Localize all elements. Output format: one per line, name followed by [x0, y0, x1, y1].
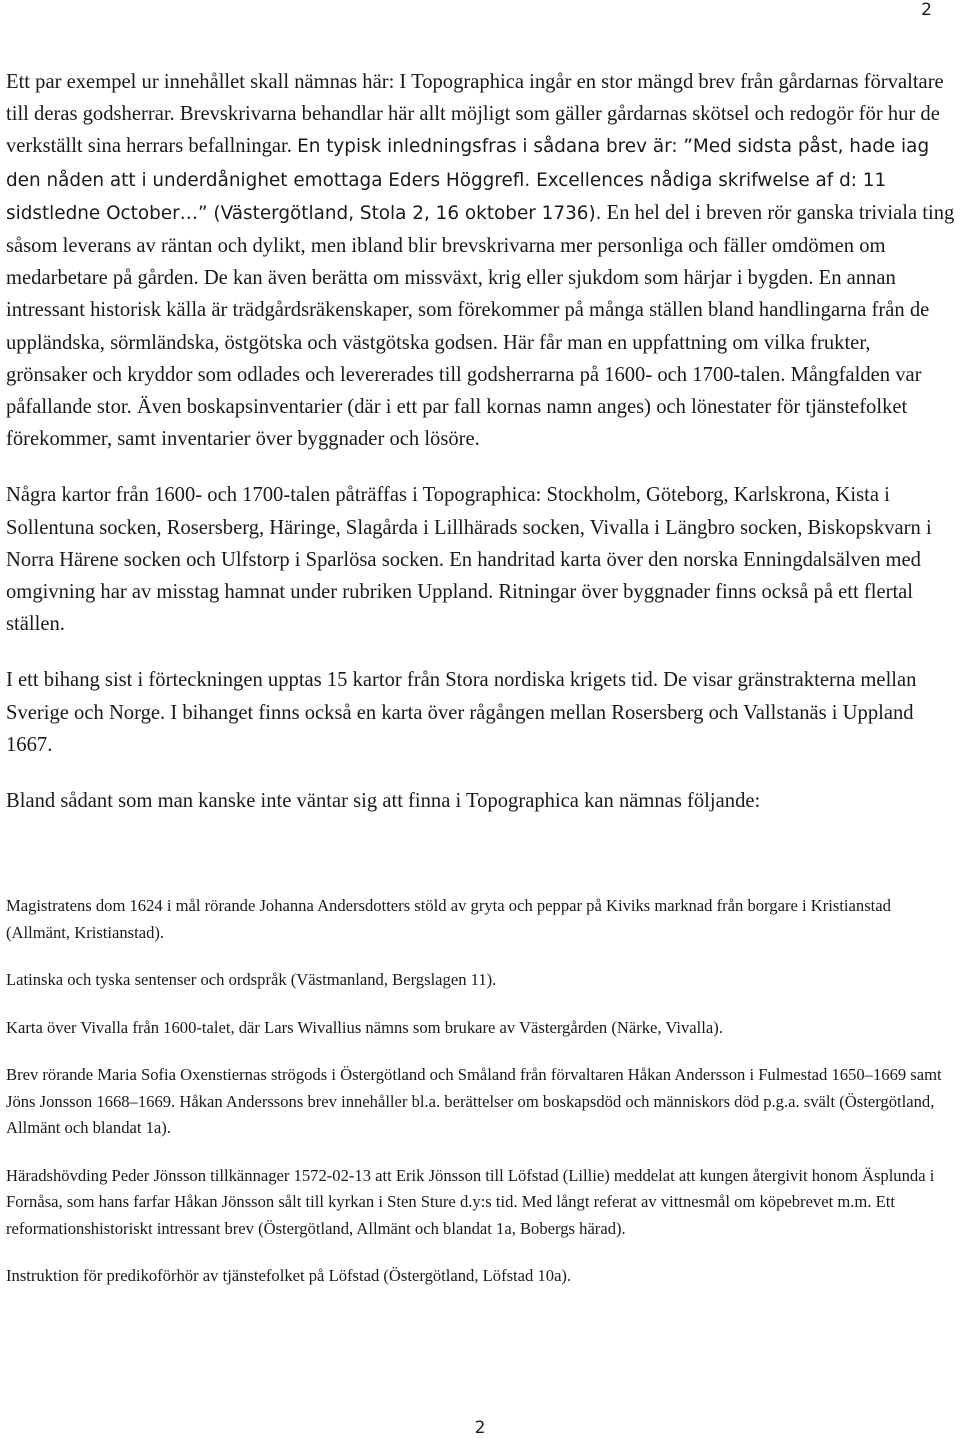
- paragraph-4: Bland sådant som man kanske inte väntar sig att finna i Topographica kan nämnas följande:: [6, 790, 761, 813]
- letter-quote: En typisk inledningsfras i sådana brev är: ”Med sidsta påst, hade iag den nåden att i underdånighet emottaga Eders Höggrefl. Excellences nådiga skrifwelse af d: 11 sidstledne October…” (Västergötland, Stola 2, 16 oktober 1736).: [6, 136, 930, 224]
- example-item: Magistratens dom 1624 i mål rörande Johanna Andersdotters stöld av gryta och peppar på Kiviks marknad från borgare i Kristianstad (Allmänt, Kristianstad).: [6, 896, 891, 942]
- paragraph-1: [6, 66, 956, 455]
- example-item: Karta över Vivalla från 1600-talet, där Lars Wivallius nämns som brukare av Västergården (Närke, Vivalla).: [6, 1017, 723, 1037]
- example-item: Instruktion för predikoförhör av tjänstefolket på Löfstad (Östergötland, Löfstad 10a).: [6, 1266, 572, 1286]
- example-item: Häradshövding Peder Jönsson tillkännager 1572-02-13 att Erik Jönsson till Löfstad (Lillie) meddelat att kungen återgivit honom Äsplunda i Fornåsa, som hans farfar Håkan Jönsson sålt till kyrkan i Sten Sture d.y:s tid. Med långt referat av vittnesmål om köpebrevet m.m. Ett reformationshistoriskt intressant brev (Östergötland, Allmänt och blandat 1a, Bobergs härad).: [6, 1165, 935, 1238]
- page-number-top: 2: [921, 0, 932, 20]
- paragraph-1-rest: En hel del i breven rör ganska triviala ting såsom leverans av räntan och dylikt, men ibland blir brevskrivarna mer personliga och fäller omdömen om medarbetare på gården. De kan även berätta om missväxt, krig eller sjukdom som härjar i bygden. En annan intressant historisk källa är trädgårdsräkenskaper, som förekommer på många ställen bland handlingarna från de uppländska, sörmländska, östgötska och västgötska godsen. Här får man en uppfattning om vilka frukter, grönsaker och kryddor som odlades och levererades till godsherrarna på 1600- och 1700-talen. Mångfalden var påfallande stor. Även boskapsinventarier (där i ett par fall kornas namn anges) och lönestater för tjänstefolket förekommer, samt inventarier över byggnader och lösöre.: [6, 201, 955, 451]
- page-number-bottom: 2: [474, 1418, 486, 1438]
- spacer: [6, 841, 956, 893]
- paragraph-3: I ett bihang sist i förteckningen upptas 15 kartor från Stora nordiska krigets tid. De visar gränstrakterna mellan Sverige och Norge. I bihanget finns också en karta över rågången mellan Rosersberg och Vallstanäs i Uppland 1667.: [6, 669, 917, 756]
- document-body: [6, 66, 956, 1311]
- example-item: Brev rörande Maria Sofia Oxenstiernas strögods i Östergötland och Småland från förvaltaren Håkan Andersson i Fulmestad 1650–1669 samt Jöns Jonsson 1668–1669. Håkan Anderssons brev innehåller bl.a. berättelser om boskapsdöd och människors död p.g.a. svält (Östergötland, Allmänt och blandat 1a).: [6, 1065, 942, 1138]
- paragraph-2: Några kartor från 1600- och 1700-talen påträffas i Topographica: Stockholm, Göteborg, Karlskrona, Kista i Sollentuna socken, Rosersberg, Häringe, Slagårda i Lillhärads socken, Vivalla i Längbro socken, Biskopskvarn i Norra Härene socken och Ulfstorp i Sparlösa socken. En handritad karta över den norska Enningdalsälven med omgivning har av misstag hamnat under rubriken Uppland. Ritningar över byggnader finns också på ett flertal ställen.: [6, 484, 932, 636]
- paragraph-1-intro: Ett par exempel ur innehållet skall nämnas här: I Topographica ingår en stor mängd brev från gårdarnas förvaltare till deras godsherrar. Brevskrivarna behandlar här allt möjligt som gäller gårdarnas skötsel och redogör för hur de verkställt sina herrars befallningar.: [6, 71, 944, 158]
- example-item: Latinska och tyska sentenser och ordspråk (Västmanland, Bergslagen 11).: [6, 970, 497, 990]
